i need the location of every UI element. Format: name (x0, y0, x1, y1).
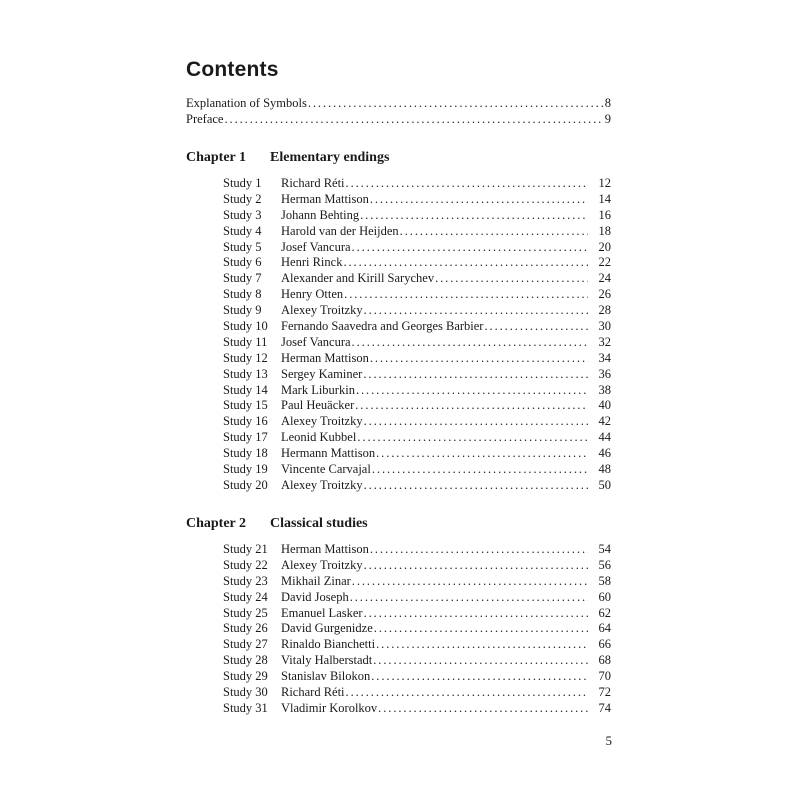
study-page-number: 60 (598, 589, 611, 604)
study-number: Study 21 (223, 542, 268, 556)
dot-leader (435, 271, 588, 287)
study-page-number: 36 (598, 366, 611, 381)
study-author: Stanislav Bilokon (281, 669, 371, 684)
study-author: David Gurgenidze (281, 621, 373, 636)
study-number: Study 20 (223, 477, 268, 492)
study-page-number: 14 (598, 191, 611, 206)
study-number: Study 19 (223, 462, 268, 477)
study-number: Study 17 (223, 430, 268, 445)
study-page-number: 28 (598, 303, 611, 318)
dot-leader (360, 208, 588, 224)
study-page-number: 44 (598, 430, 611, 445)
study-number: Study 18 (223, 446, 268, 461)
chapter-heading[interactable] (186, 148, 611, 168)
study-entry[interactable] (223, 685, 611, 701)
study-page-number: 70 (598, 669, 611, 684)
front-matter-list (186, 95, 611, 127)
chapter-number: Chapter 2 (186, 516, 247, 531)
study-page-number: 34 (598, 350, 611, 365)
study-number: Study 22 (223, 557, 268, 572)
dot-leader (374, 621, 588, 637)
study-author: Henry Otten (281, 287, 344, 302)
study-page-number: 18 (598, 223, 611, 238)
study-page-number: 56 (598, 557, 611, 572)
study-entry[interactable] (223, 319, 611, 335)
dot-leader (352, 240, 588, 256)
dot-leader (343, 255, 588, 271)
study-number: Study 23 (223, 573, 268, 588)
toc-entry-label: Preface (186, 112, 224, 126)
page-number: 5 (605, 733, 612, 748)
study-entry[interactable] (223, 398, 611, 414)
study-number: Study 28 (223, 653, 268, 668)
study-entry[interactable] (223, 558, 611, 574)
study-author: David Joseph (281, 589, 349, 604)
study-author: Fernando Saavedra and Georges Barbier (281, 319, 484, 334)
study-entry[interactable] (223, 590, 611, 606)
toc-entry-label: Explanation of Symbols (186, 96, 307, 110)
dot-leader (357, 430, 588, 446)
study-page-number: 42 (598, 414, 611, 429)
study-list (223, 542, 611, 717)
dot-leader (370, 542, 588, 558)
study-author: Josef Vancura (281, 239, 351, 254)
study-author: Paul Heuäcker (281, 398, 355, 413)
study-page-number: 26 (598, 287, 611, 302)
study-page-number: 38 (598, 382, 611, 397)
study-page-number: 16 (598, 207, 611, 222)
toc-entry[interactable] (186, 111, 611, 127)
study-entry[interactable] (223, 383, 611, 399)
study-entry[interactable] (223, 224, 611, 240)
toc-entry[interactable] (186, 95, 611, 111)
dot-leader (378, 701, 588, 717)
dot-leader (376, 446, 588, 462)
chapter-title: Classical studies (270, 516, 368, 531)
study-entry[interactable] (223, 192, 611, 208)
study-author: Alexander and Kirill Sarychev (281, 271, 435, 286)
dot-leader (370, 351, 588, 367)
dot-leader (364, 414, 588, 430)
study-entry[interactable] (223, 478, 611, 494)
dot-leader (364, 478, 588, 494)
study-number: Study 13 (223, 366, 268, 381)
study-page-number: 20 (598, 239, 611, 254)
study-author: Vladimir Korolkov (281, 700, 378, 715)
study-author: Emanuel Lasker (281, 605, 363, 620)
dot-leader (363, 367, 588, 383)
study-page-number: 30 (598, 319, 611, 334)
study-entry[interactable] (223, 414, 611, 430)
dot-leader (370, 192, 588, 208)
study-entry[interactable] (223, 255, 611, 271)
study-author: Johann Behting (281, 207, 360, 222)
study-author: Herman Mattison (281, 542, 369, 556)
dot-leader (346, 685, 588, 701)
study-author: Herman Mattison (281, 191, 369, 206)
study-entry[interactable] (223, 542, 611, 558)
study-page-number: 66 (598, 637, 611, 652)
study-entry[interactable] (223, 351, 611, 367)
dot-leader (352, 574, 588, 590)
study-page-number: 68 (598, 653, 611, 668)
dot-leader (400, 224, 588, 240)
dot-leader (308, 95, 604, 111)
study-number: Study 12 (223, 350, 268, 365)
study-number: Study 29 (223, 669, 268, 684)
study-number: Study 8 (223, 287, 262, 302)
study-number: Study 26 (223, 621, 268, 636)
study-entry[interactable] (223, 430, 611, 446)
study-page-number: 54 (598, 542, 611, 556)
chapter-number: Chapter 1 (186, 150, 247, 165)
study-author: Herman Mattison (281, 350, 369, 365)
study-entry[interactable] (223, 176, 611, 192)
study-author: Rinaldo Bianchetti (281, 637, 376, 652)
dot-leader (352, 335, 588, 351)
study-entry[interactable] (223, 271, 611, 287)
study-number: Study 7 (223, 271, 262, 286)
study-page-number: 50 (598, 477, 611, 492)
dot-leader (364, 558, 588, 574)
dot-leader (373, 653, 588, 669)
dot-leader (344, 287, 588, 303)
study-page-number: 74 (598, 700, 611, 715)
study-entry[interactable] (223, 240, 611, 256)
toc-entry-page: 9 (604, 112, 611, 126)
dot-leader (356, 383, 588, 399)
study-number: Study 3 (223, 207, 262, 222)
chapter-heading[interactable] (186, 514, 611, 534)
dot-leader (372, 462, 588, 478)
study-author: Alexey Troitzky (281, 477, 363, 492)
study-number: Study 16 (223, 414, 268, 429)
study-entry[interactable] (223, 287, 611, 303)
study-number: Study 31 (223, 700, 268, 715)
dot-leader (484, 319, 588, 335)
study-author: Richard Réti (281, 685, 345, 700)
study-author: Alexey Troitzky (281, 303, 363, 318)
study-number: Study 14 (223, 382, 268, 397)
study-page-number: 24 (598, 271, 611, 286)
chapter-section (186, 514, 611, 715)
study-page-number: 22 (598, 255, 611, 270)
study-page-number: 40 (598, 398, 611, 413)
chapter-title: Elementary endings (270, 150, 390, 165)
study-entry[interactable] (223, 701, 611, 717)
study-author: Richard Réti (281, 176, 345, 190)
study-entry[interactable] (223, 574, 611, 590)
study-author: Leonid Kubbel (281, 430, 357, 445)
study-list (223, 176, 611, 494)
study-page-number: 12 (598, 176, 611, 190)
study-number: Study 9 (223, 303, 262, 318)
study-page-number: 58 (598, 573, 611, 588)
study-entry[interactable] (223, 446, 611, 462)
study-author: Mikhail Zinar (281, 573, 351, 588)
chapter-section (186, 148, 611, 492)
study-entry[interactable] (223, 462, 611, 478)
study-page-number: 72 (598, 685, 611, 700)
study-author: Mark Liburkin (281, 382, 355, 397)
study-author: Hermann Mattison (281, 446, 376, 461)
study-number: Study 2 (223, 191, 262, 206)
study-number: Study 6 (223, 255, 262, 270)
study-author: Vincente Carvajal (281, 462, 371, 477)
page-title: Contents (186, 58, 279, 81)
study-number: Study 11 (223, 334, 268, 349)
study-entry[interactable] (223, 303, 611, 319)
dot-leader (355, 398, 588, 414)
study-number: Study 10 (223, 319, 268, 334)
dot-leader (350, 590, 588, 606)
dot-leader (364, 303, 588, 319)
study-number: Study 25 (223, 605, 268, 620)
study-entry[interactable] (223, 621, 611, 637)
study-entry[interactable] (223, 637, 611, 653)
study-number: Study 24 (223, 589, 268, 604)
study-author: Sergey Kaminer (281, 366, 363, 381)
study-author: Vitaly Halberstadt (281, 653, 373, 668)
study-author: Alexey Troitzky (281, 414, 363, 429)
study-page-number: 48 (598, 462, 611, 477)
dot-leader (376, 637, 588, 653)
study-page-number: 32 (598, 334, 611, 349)
study-author: Henri Rinck (281, 255, 343, 270)
dot-leader (364, 606, 588, 622)
study-entry[interactable] (223, 653, 611, 669)
toc-entry-page: 8 (604, 96, 611, 110)
study-number: Study 15 (223, 398, 268, 413)
study-entry[interactable] (223, 367, 611, 383)
study-author: Alexey Troitzky (281, 557, 363, 572)
study-author: Harold van der Heijden (281, 223, 399, 238)
study-entry[interactable] (223, 669, 611, 685)
study-entry[interactable] (223, 208, 611, 224)
study-number: Study 4 (223, 223, 262, 238)
study-number: Study 30 (223, 685, 268, 700)
dot-leader (346, 176, 588, 192)
dot-leader (371, 669, 588, 685)
study-page-number: 64 (598, 621, 611, 636)
study-entry[interactable] (223, 335, 611, 351)
study-number: Study 5 (223, 239, 262, 254)
study-page-number: 62 (598, 605, 611, 620)
study-entry[interactable] (223, 606, 611, 622)
study-number: Study 27 (223, 637, 268, 652)
dot-leader (224, 111, 603, 127)
study-author: Josef Vancura (281, 334, 351, 349)
study-number: Study 1 (223, 176, 262, 190)
study-page-number: 46 (598, 446, 611, 461)
